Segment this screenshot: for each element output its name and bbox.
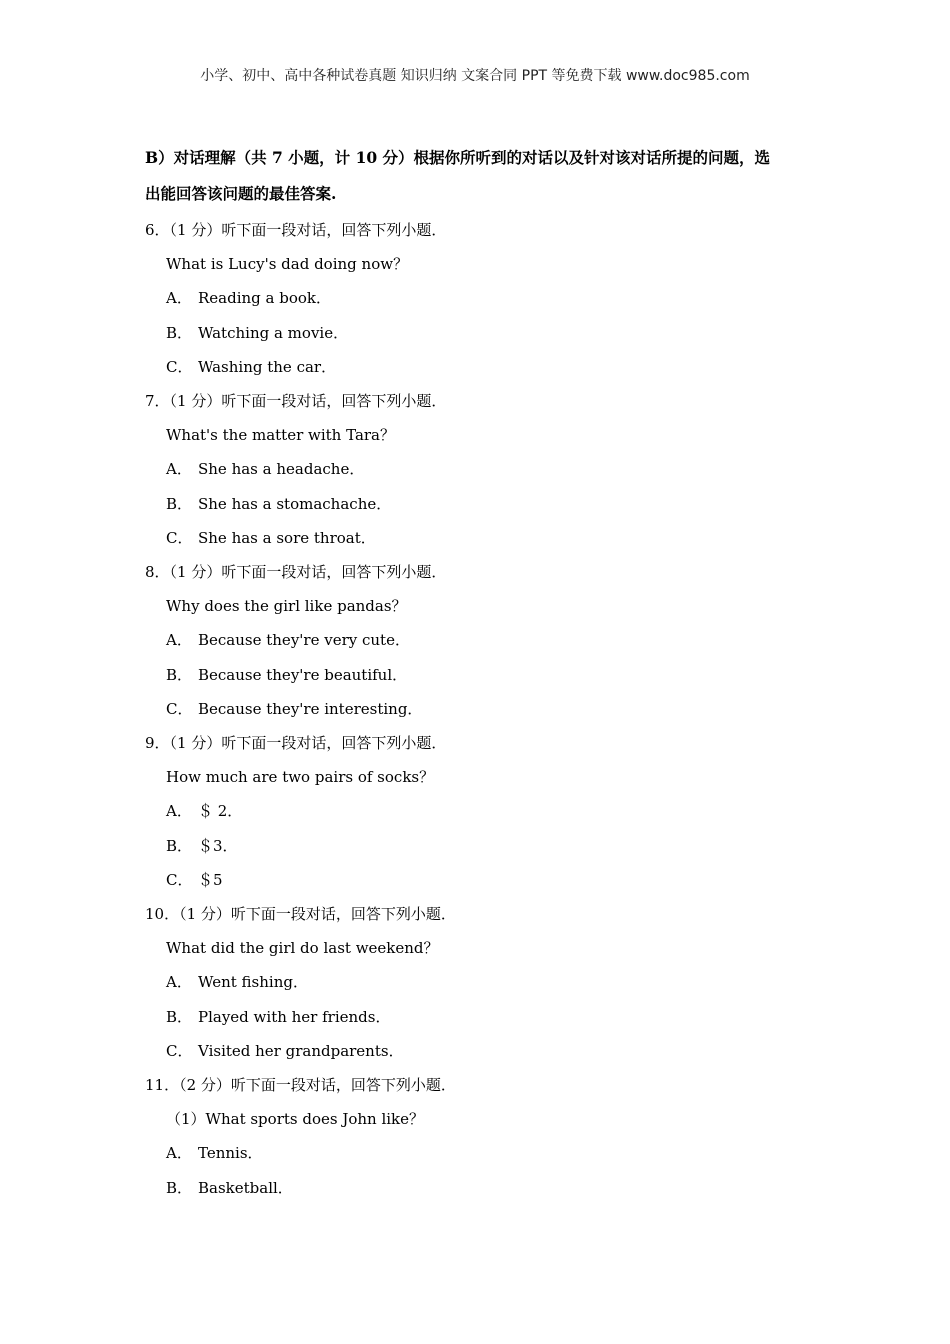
option-text: ＄3．: [198, 836, 238, 855]
option-text: Because they're beautiful．: [198, 665, 408, 684]
option-letter: C．: [166, 699, 193, 718]
option-letter: C．: [166, 1041, 193, 1060]
question-heading: 8．（1 分）听下面一段对话，回答下列小题．: [145, 563, 447, 581]
option-text: Went fishing．: [198, 973, 308, 992]
option-letter: C．: [166, 528, 193, 547]
page-header: 小学、初中、高中各种试卷真题 知识归纳 文案合同 PPT 等免费下载 www.doc985.com: [200, 68, 750, 84]
option-text: Reading a book．: [198, 289, 332, 308]
question-stem: How much are two pairs of socks？: [166, 768, 435, 787]
option-text: Played with her friends．: [198, 1007, 391, 1026]
option-letter: C．: [166, 357, 193, 376]
option-text: Watching a movie．: [198, 323, 349, 342]
option-letter: B．: [166, 323, 193, 342]
option-text: Tennis．: [198, 1144, 263, 1163]
option-letter: A．: [166, 631, 192, 650]
option-letter: A．: [166, 460, 192, 479]
question-heading: 10．（1 分）听下面一段对话，回答下列小题．: [145, 905, 456, 923]
option-text: ＄5: [198, 870, 223, 889]
option-letter: B．: [166, 1178, 193, 1197]
option-letter: A．: [166, 802, 192, 821]
question-heading: 9．（1 分）听下面一段对话，回答下列小题．: [145, 734, 447, 752]
question-stem: Why does the girl like pandas？: [166, 597, 407, 616]
option-text: Washing the car．: [198, 357, 337, 376]
section-instructions: [145, 140, 815, 212]
option-letter: B．: [166, 1007, 193, 1026]
question-heading: 7．（1 分）听下面一段对话，回答下列小题．: [145, 392, 447, 410]
option-letter: A．: [166, 289, 192, 308]
option-letter: B．: [166, 665, 193, 684]
option-text: Because they're interesting．: [198, 699, 423, 718]
option-letter: A．: [166, 1144, 192, 1163]
option-text: She has a stomachache．: [198, 494, 392, 513]
option-text: Visited her grandparents．: [198, 1041, 404, 1060]
option-text: She has a sore throat．: [198, 528, 376, 547]
question-heading: 6．（1 分）听下面一段对话，回答下列小题．: [145, 221, 447, 239]
option-text: Basketball．: [198, 1178, 293, 1197]
question-stem: What's the matter with Tara？: [166, 426, 395, 445]
option-letter: B．: [166, 494, 193, 513]
question-stem: What did the girl do last weekend？: [166, 939, 439, 958]
option-letter: B．: [166, 836, 193, 855]
section-instructions-line1: B）对话理解（共 7 小题，计 10 分）根据你所听到的对话以及针对该对话所提的问题，选: [145, 148, 771, 167]
question-stem: （1）What sports does John like？: [166, 1110, 425, 1129]
option-text: Because they're very cute．: [198, 631, 410, 650]
option-text: She has a headache．: [198, 460, 365, 479]
question-heading: 11．（2 分）听下面一段对话，回答下列小题．: [145, 1076, 456, 1094]
option-letter: C．: [166, 870, 193, 889]
question-stem: What is Lucy's dad doing now？: [166, 255, 409, 274]
option-text: ＄ 2．: [198, 802, 243, 821]
option-letter: A．: [166, 973, 192, 992]
section-instructions-line2: 出能回答该问题的最佳答案.: [145, 184, 337, 203]
